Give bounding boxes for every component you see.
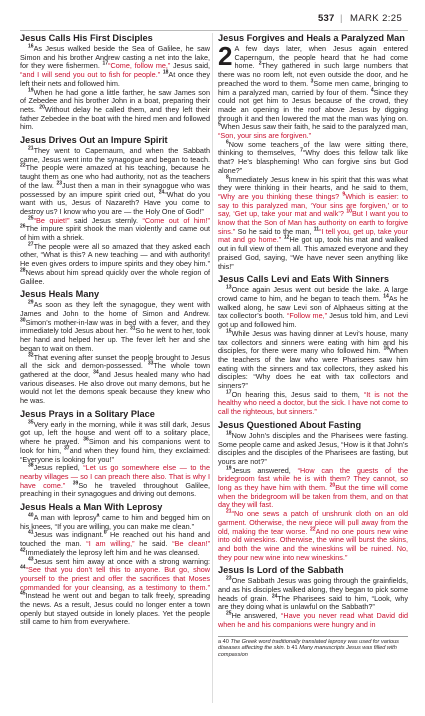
verse-text: He answered,: [231, 611, 281, 621]
verse-number: 22: [310, 526, 316, 533]
verse-number: 28: [20, 267, 26, 274]
verse-text: News about him spread quickly over the whole region of Galilee.: [20, 267, 210, 286]
verse-number: 2: [258, 61, 262, 67]
words-of-christ: “No one sews a patch of unshrunk cloth on an old garment. Otherwise, the new piece will pull away from the old, making the tear worse.: [218, 509, 408, 536]
section-heading: Jesus Forgives and Heals a Paralyzed Man: [218, 33, 405, 43]
verse-number: 16: [383, 345, 390, 352]
footnote-letter: a: [218, 638, 222, 645]
verse-text: Simon and his companions went to look for him,: [20, 437, 210, 455]
paragraph: [218, 176, 408, 272]
verse-number: 20: [329, 482, 336, 489]
verse-text: They gathered in such large numbers that there was no room left, not even outside the door, and he preached the word to them.: [218, 61, 408, 88]
header-separator: |: [340, 13, 343, 24]
verse-text: Without delay he called them, and they left their father Zebedee in the boat with the hired men and followed him.: [20, 104, 211, 132]
verse-number: 6: [226, 139, 229, 146]
paragraph: [20, 243, 210, 287]
verse-text: As soon as they left the synagogue, they went with James and John to the home of Simon and Andrew.: [20, 300, 210, 318]
verse-text: and when they found him, they exclaimed: “Everyone is looking for you!”: [20, 445, 211, 464]
verse-text: When he had gone a little farther, he saw James son of Zebedee and his brother John in a boat, preparing their nets.: [20, 87, 210, 114]
verse-text: A few days later, when Jesus again entered Capernaum, the people heard that he had come home.: [234, 44, 408, 71]
verse-text: Very early in the morning, while it was still dark, Jesus got up, left the house and went off to a solitary place, where he prayed.: [20, 419, 210, 447]
verse-number: 44: [20, 564, 26, 571]
words-of-christ: But I want you to know that the Son of Man has authority on earth to forgive sins.”: [218, 209, 408, 236]
verse-number: 9: [342, 191, 346, 198]
verse-text: While Jesus was having dinner at Levi’s house, many tax collectors and sinners were eating with him and his disciples, for there were many who followed him.: [218, 328, 408, 356]
page-header: [0, 0, 425, 34]
verse-text: “Why does this fellow talk like that? He’s blaspheming! Who can forgive sins but God alone?”: [218, 148, 409, 175]
paragraph: [218, 286, 408, 330]
paragraph: [218, 467, 408, 511]
paragraph: [20, 558, 210, 628]
paragraph: [20, 217, 210, 243]
verse-number: 5: [218, 121, 221, 128]
verse-number: 18: [226, 430, 232, 437]
verse-number: 26: [20, 223, 26, 230]
verse-text: As he walked along, he saw Levi son of Alphaeus sitting at the tax collector’s booth.: [218, 293, 408, 321]
verse-number: 41: [28, 530, 34, 537]
verse-text: When Jesus saw their faith, he said to the paralyzed man,: [220, 122, 408, 132]
paragraph: [218, 391, 408, 417]
footnotes: [218, 636, 408, 659]
footnote-marker[interactable]: b: [103, 530, 107, 537]
words-of-christ: “Be quiet!”: [33, 215, 70, 225]
verse-number: 18: [162, 69, 169, 76]
words-of-christ: “Be clean!”: [172, 539, 211, 549]
words-of-christ: “Son, your sins are forgiven.”: [218, 131, 312, 141]
words-of-christ: “Follow me,”: [286, 311, 328, 321]
footnote-text: Many manuscripts Jesus was filled with compassion: [218, 645, 397, 659]
verse-number: 39: [72, 480, 79, 487]
verse-number: 10: [346, 208, 352, 215]
verse-text: “What do you want with us, Jesus of Nazareth? Have you come to destroy us? I know who you are — the Holy One of God!”: [20, 189, 210, 216]
verse-text: Jesus was indignant.: [33, 530, 104, 540]
paragraph: [218, 41, 408, 141]
verse-number: 33: [147, 360, 154, 367]
verse-text: On hearing this, Jesus said to them,: [231, 389, 364, 399]
verse-text: he said.: [134, 539, 173, 549]
words-of-christ: “Why are you thinking these things?: [218, 191, 343, 201]
left-column: [20, 33, 210, 627]
paragraph: [218, 577, 408, 612]
verse-text: The people were all so amazed that they asked each other, “What is this? A new teaching — and with authority! He even gives orders to impure spirits and they obey him.”: [20, 241, 210, 269]
verse-text: He reached out his hand and touched the man.: [20, 530, 210, 549]
words-of-christ: Which is easier: to say to this paralyzed man, ‘Your sins are forgiven,’ or to say, ‘Get up, take your mat and walk’?: [218, 191, 408, 219]
words-of-christ: “It is not the healthy who need a doctor, but the sick. I have not come to call the righteous, but sinners.”: [218, 389, 409, 417]
footnote-reference: 40: [221, 638, 231, 645]
verse-text: He got up, took his mat and walked out in full view of them all. This amazed everyone and they praised God, saying, “We have never seen anything like this!”: [218, 235, 409, 271]
verse-text: Now John’s disciples and the Pharisees were fasting. Some people came and asked Jesus, “How is it that John’s disciples and the disciples of the Pharisees are fasting, but yours are not?”: [218, 430, 408, 466]
verse-number: 30: [20, 317, 26, 324]
verse-text: and Jesus healed many who had various diseases. He also drove out many demons, but he would not let the demons speak because they knew who he was.: [20, 369, 210, 406]
right-column: [218, 33, 408, 659]
verse-number: 23: [56, 180, 63, 187]
verse-number: 19: [226, 465, 232, 472]
paragraph: [20, 89, 210, 133]
verse-text: Jesus sent him away at once with a strong warning:: [33, 556, 210, 566]
verse-text: Since they could not get him to Jesus because of the crowd, they made an opening in the roof above Jesus by digging through it and then lowered the mat the man was lying on.: [218, 87, 408, 123]
verse-number: 11: [313, 226, 319, 233]
words-of-christ: And no one pours new wine into old wineskins. Otherwise, the wine will burst the skins, and both the wine and the wineskins will be ruined. No, they pour new wine into new wineskins.”: [218, 526, 409, 562]
verse-number: 23: [226, 575, 232, 582]
verse-text: One Sabbath Jesus was going through the grainfields, and as his disciples walked along, they began to pick some heads of grain.: [218, 576, 408, 603]
verse-text: At once they left their nets and followed him.: [20, 70, 211, 88]
verse-number: 24: [158, 189, 165, 196]
paragraph: [20, 354, 210, 406]
verse-text: When the teachers of the law who were Pharisees saw him eating with the sinners and tax collectors, they asked his disciples: “Why does he eat with tax collectors and sinners?”: [218, 346, 408, 391]
verse-number: 29: [28, 299, 34, 306]
page-number: 537: [318, 13, 335, 24]
verse-text: Now some teachers of the law were sitting there, thinking to themselves,: [218, 139, 408, 158]
paragraph: [218, 510, 408, 562]
verse-text: Once again Jesus went out beside the lake. A large crowd came to him, and he began to teach them.: [218, 285, 408, 303]
verse-text: Jesus answered,: [231, 465, 298, 475]
running-head: MARK 2:25: [350, 13, 403, 24]
words-of-christ: “Come out of him!”: [142, 215, 210, 225]
verse-number: 13: [226, 284, 232, 291]
section-heading: Jesus Heals Many: [20, 289, 100, 300]
verse-text: Jesus said,: [170, 61, 210, 71]
verse-number: 15: [226, 328, 232, 335]
verse-number: 34: [93, 369, 99, 376]
verse-text: That evening after sunset the people brought to Jesus all the sick and demon-possessed.: [20, 352, 210, 371]
verse-text: So he said to the man,: [235, 226, 314, 236]
verse-number: 25: [226, 610, 232, 617]
words-of-christ: “How can the guests of the bridegroom fast while he is with them? They cannot, so long as they have him with them.: [218, 465, 409, 493]
verse-number: 3: [310, 78, 314, 85]
footnote-reference: 41: [289, 645, 300, 652]
section-heading: Jesus Heals a Man With Leprosy: [20, 502, 163, 513]
verse-number: 21: [28, 145, 34, 152]
verse-number: 35: [28, 419, 34, 426]
footnote-marker[interactable]: a: [96, 512, 100, 519]
paragraph: [20, 531, 210, 557]
chapter-number: 2: [218, 41, 233, 71]
column-divider: [212, 33, 213, 703]
verse-number: 12: [283, 235, 290, 242]
section-heading: Jesus Is Lord of the Sabbath: [218, 565, 344, 576]
section-heading: Jesus Calls Levi and Eats With Sinners: [218, 274, 389, 285]
paragraph: [20, 464, 210, 499]
verse-number: 25: [28, 215, 34, 222]
section-heading: Jesus Drives Out an Impure Spirit: [20, 135, 168, 146]
verse-number: 24: [271, 593, 278, 600]
words-of-christ: “Have you never read what David did when he and his companions were hungry and in: [218, 611, 408, 629]
words-of-christ: “Let us go somewhere else — to the nearby villages — so I can preach there also. That is why I have come.”: [20, 463, 210, 490]
verse-number: 17: [226, 389, 232, 396]
verse-text: Jesus replied,: [33, 463, 84, 473]
verse-text: said Jesus sternly.: [69, 215, 143, 225]
verse-text: Immediately Jesus knew in his spirit that this was what they were thinking in their hearts, and he said to them,: [218, 174, 408, 193]
verse-number: 20: [39, 104, 45, 111]
section-heading: Jesus Prays in a Solitary Place: [20, 408, 155, 419]
paragraph: [20, 147, 210, 217]
paragraph: [218, 432, 408, 467]
verse-number: 31: [129, 325, 136, 332]
verse-text: The Pharisees said to him, “Look, why are they doing what is unlawful on the Sabbath?”: [218, 593, 408, 612]
verse-text: The people were amazed at his teaching, because he taught them as one who had authority, not as the teachers of the law.: [20, 163, 210, 190]
paragraph: [20, 45, 210, 89]
verse-text: Simon’s mother-in-law was in bed with a fever, and they immediately told Jesus about her.: [20, 317, 210, 336]
words-of-christ: “Come, follow me,”: [108, 61, 171, 71]
verse-number: 22: [20, 163, 26, 170]
words-of-christ: “I am willing,”: [86, 539, 135, 549]
verse-number: 19: [28, 87, 34, 94]
words-of-christ: “I tell you, get up, take your mat and go home.”: [218, 226, 408, 245]
verse-number: 38: [28, 462, 34, 469]
verse-text: A man with leprosy: [33, 513, 97, 523]
verse-number: 14: [383, 293, 389, 300]
verse-text: So he traveled throughout Galilee, preaching in their synagogues and driving out demons.: [20, 480, 210, 499]
verse-text: As Jesus walked beside the Sea of Galilee, he saw Simon and his brother Andrew casting a net into the lake, for they were fishermen.: [20, 44, 210, 71]
verse-number: 43: [28, 556, 34, 563]
verse-number: 36: [83, 436, 89, 443]
verse-number: 37: [64, 445, 70, 452]
verse-text: The whole town gathered at the door,: [20, 361, 210, 379]
verse-number: 8: [226, 174, 229, 181]
paragraph: [218, 612, 408, 629]
verse-number: 32: [28, 352, 34, 359]
verse-text: So he went to her, took her hand and helped her up. The fever left her and she began to wait on them.: [20, 326, 210, 353]
verse-text: Just then a man in their synagogue who was possessed by an impure spirit cried out,: [20, 180, 210, 199]
paragraph: [20, 301, 210, 353]
verse-number: 27: [28, 241, 34, 248]
section-heading: Jesus Questioned About Fasting: [218, 419, 362, 430]
words-of-christ: But the time will come when the bridegroom will be taken from them, and on that day they will fast.: [218, 483, 408, 510]
verse-number: 16: [28, 43, 34, 50]
verse-number: 42: [20, 547, 26, 554]
verse-number: 17: [102, 61, 109, 67]
verse-number: 7: [300, 148, 303, 155]
words-of-christ: “See that you don’t tell this to anyone. But go, show yourself to the priest and offer the sacrifices that Moses commanded for your cleansing, as a testimony to them.”: [20, 565, 210, 592]
verse-text: came to him and begged him on his knees, “If you are willing, you can make me clean.”: [20, 513, 210, 531]
verse-number: 21: [226, 508, 232, 515]
footnote-text: The Greek word traditionally translated leprosy was used for various diseases affecting the skin.: [218, 638, 399, 652]
paragraph: [218, 141, 408, 176]
verse-text: Some men came, bringing to him a paralyzed man, carried by four of them.: [218, 78, 408, 97]
verse-number: 45: [20, 590, 26, 597]
verse-text: They went to Capernaum, and when the Sabbath came, Jesus went into the synagogue and began to teach.: [20, 146, 210, 164]
verse-text: Immediately the leprosy left him and he was cleansed.: [25, 547, 200, 557]
words-of-christ: “and I will send you out to fish for people.”: [20, 70, 161, 80]
verse-number: 4: [370, 87, 374, 94]
paragraph: [20, 421, 210, 465]
footnote-letter: b: [286, 645, 290, 652]
paragraph: [218, 330, 408, 391]
paragraph: [20, 514, 210, 531]
header-rule: [20, 30, 408, 31]
verse-text: Instead he went out and began to talk freely, spreading the news. As a result, Jesus could no longer enter a town openly but stayed outside in lonely places. Yet the people still came to him from everywhere.: [20, 591, 210, 627]
verse-number: 40: [28, 512, 34, 519]
section-heading: Jesus Calls His First Disciples: [20, 33, 153, 43]
verse-text: The impure spirit shook the man violently and came out of him with a shriek.: [20, 224, 210, 243]
verse-text: Jesus told him, and Levi got up and followed him.: [218, 311, 408, 330]
